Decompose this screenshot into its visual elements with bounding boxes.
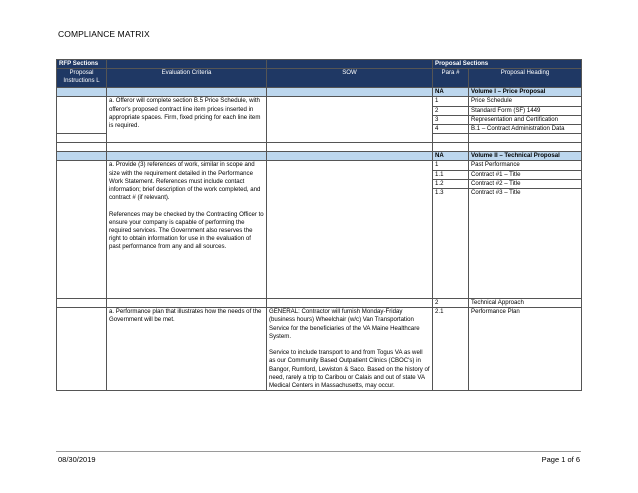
volume-2-band <box>57 152 582 161</box>
performance-plan-para: 2.1 <box>433 308 469 391</box>
table-row: 1.1 Contract #1 – Title <box>57 170 582 179</box>
table-row: 1.2 Contract #2 – Title <box>57 179 582 188</box>
footer-page-number: Page 1 of 6 <box>541 455 580 464</box>
sow-general-cell: GENERAL: Contractor will furnish Monday-Friday (business hours) Wheelchair (w/c) Van Transportation Service for the beneficiaries of the VA Maine Healthcare System. Service to include transport to and from Togus VA as well as our Community Based Outpatient Clinics (CBOC's) in Bangor, Rumford, Lewiston & Saco. Based on the history of need, rarely a trip to Caribou or Calais and out of state VA Medical Centers in Massachusetts, may occur. <box>267 308 433 391</box>
instructions-column-header: Proposal Instructions L <box>57 69 107 88</box>
evaluation-column-header: Evaluation Criteria <box>107 69 267 88</box>
table-row: 2 Standard Form (SF) 1449 <box>57 106 582 115</box>
technical-approach-para: 2 <box>433 299 469 308</box>
table-row <box>57 299 582 308</box>
rfp-sections-header: RFP Sections <box>57 60 107 69</box>
table-row: a. Provide (3) references of work, similar in scope and size with the requirement detailed in the Performance Work Statement. References must include contact information; brief description of the work completed, and contract # (if relevant). References may be checked by the Contracting Officer to ensure your company is capable of performing the required services. The Government also reserves the right to obtain information for use in the evaluation of past performance from any and all sources. 1 Past Performance <box>57 161 582 170</box>
past-performance-criteria-cell: a. Provide (3) references of work, similar in scope and size with the requirement detailed in the Performance Work Statement. References must include contact information; brief description of the work completed, and contract # (if relevant). References may be checked by the Contracting Officer to ensure your company is capable of performing the required services. The Government also reserves the right to obtain information for use in the evaluation of past performance from any and all sources. <box>107 161 267 299</box>
table-row <box>57 308 582 391</box>
volume-1-para: NA <box>433 88 469 97</box>
performance-plan-heading: Performance Plan <box>469 308 582 391</box>
volume-2-para: NA <box>433 152 469 161</box>
proposal-sections-header: Proposal Sections <box>433 60 582 69</box>
compliance-matrix-table <box>56 59 582 391</box>
footer-date: 08/30/2019 <box>58 455 96 464</box>
price-criteria-cell: a. Offeror will complete section B.5 Price Schedule, with offeror's proposed contract line item prices inserted in appropriate spaces. Firm, fixed pricing for each line item is required. <box>107 97 267 143</box>
column-header-row <box>57 69 582 88</box>
table-row <box>57 143 582 152</box>
table-row: a. Offeror will complete section B.5 Price Schedule, with offeror's proposed contract line item prices inserted in appropriate spaces. Firm, fixed pricing for each line item is required. 1 Price Schedule <box>57 97 582 106</box>
volume-2-heading: Volume II – Technical Proposal <box>469 152 582 161</box>
footer-divider <box>56 451 581 452</box>
table-row: 4 B.1 – Contract Administration Data <box>57 125 582 134</box>
table-row: 1.3 Contract #3 – Title <box>57 189 582 299</box>
table-row: 3 Representation and Certification <box>57 115 582 124</box>
document-title: COMPLIANCE MATRIX <box>58 29 150 39</box>
technical-approach-heading: Technical Approach <box>469 299 582 308</box>
table-header-row <box>57 60 582 69</box>
volume-1-heading: Volume I – Price Proposal <box>469 88 582 97</box>
volume-1-band <box>57 88 582 97</box>
sow-column-header: SOW <box>267 69 433 88</box>
heading-column-header: Proposal Heading <box>469 69 582 88</box>
performance-plan-criteria-cell: a. Performance plan that illustrates how the needs of the Government will be met. <box>107 308 267 391</box>
para-column-header: Para # <box>433 69 469 88</box>
